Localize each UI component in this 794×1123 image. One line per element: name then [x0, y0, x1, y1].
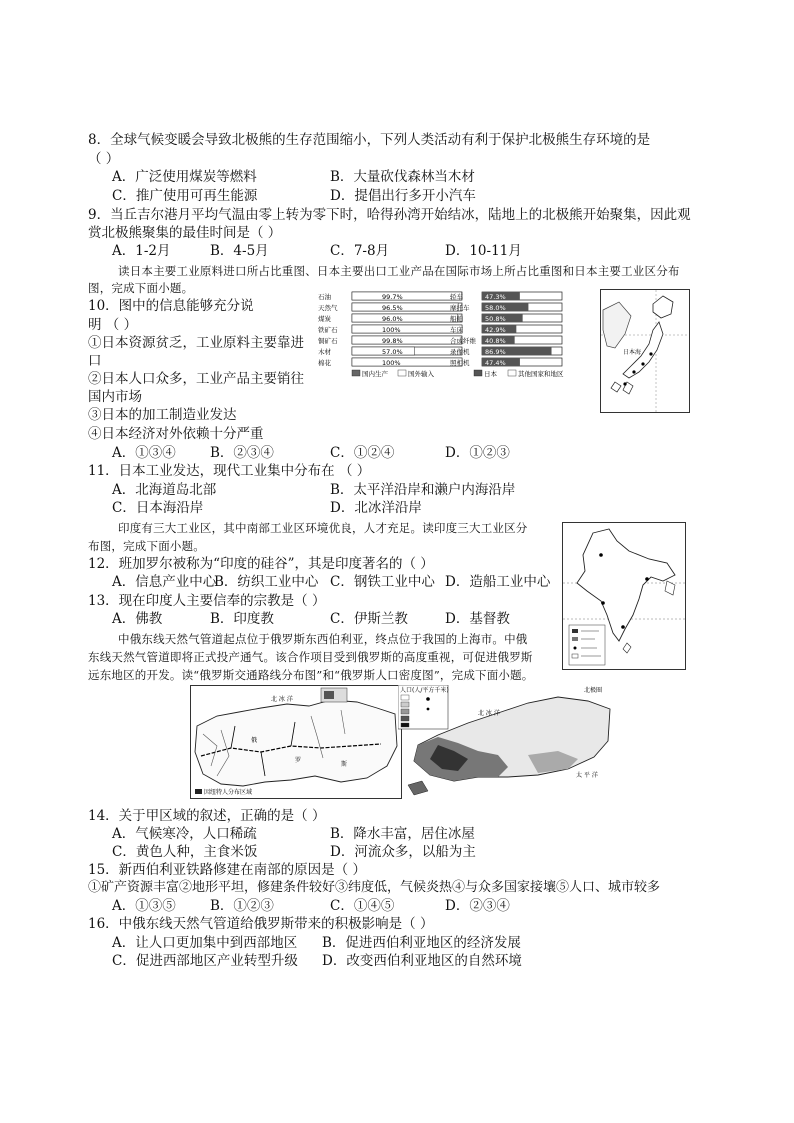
legend-other-label: 其他国家和地区	[518, 370, 564, 378]
russia-map1-ocean-label: 北 冰 洋	[271, 696, 293, 703]
q8-option-b: B．大量砍伐森林当木材	[330, 169, 475, 185]
intro-india-line2: 布图，完成下面小题。	[88, 539, 205, 553]
intro-russia-line1: 中俄东线天然气管道起点位于俄罗斯东西伯利亚，终点位于我国的上海市。中俄	[118, 632, 528, 646]
import-value-label: 99.7%	[382, 293, 403, 301]
import-value-label: 57.0%	[382, 348, 403, 356]
q10-statement-2b: 国内市场	[88, 389, 142, 405]
q9-stem-line1: 9．当丘吉尔港月平均气温由零上转为零下时，哈得孙湾开始结冰，陆地上的北极熊开始聚集，因此观	[88, 207, 691, 223]
russia-map2-ocean-label: 北 冰 洋	[478, 710, 500, 717]
q11-option-c: C．日本海沿岸	[112, 500, 204, 516]
import-row-label: 天然气	[318, 304, 338, 312]
russia-map1-label-3: 斯	[341, 761, 348, 768]
q10-option-b: B．②③④	[210, 445, 274, 461]
q11-option-a: A．北海道岛北部	[112, 482, 217, 498]
legend-import-swatch	[398, 370, 406, 376]
import-row-label: 煤炭	[318, 315, 331, 323]
q13-option-d: D．基督教	[445, 611, 510, 627]
export-value-label: 86.9%	[485, 348, 506, 356]
export-row-label: 船舶	[450, 315, 463, 323]
q14-option-d: D．河流众多，以船为主	[330, 844, 476, 860]
q16-option-a: A．让人口更加集中到西部地区	[112, 935, 298, 951]
export-row-label: 车床	[450, 326, 463, 334]
q16-stem: 16．中俄东线天然气管道给俄罗斯带来的积极影响是（ ）	[88, 916, 434, 932]
q10-statement-4: ④日本经济对外依赖十分严重	[88, 426, 264, 442]
q15-option-b: B．①②③	[210, 898, 274, 914]
q14-option-c: C．黄色人种，主食米饭	[112, 844, 258, 860]
q10-option-d: D．①②③	[445, 445, 510, 461]
q10-statement-3: ③日本的加工制造业发达	[88, 407, 237, 423]
legend-japan-label: 日本	[484, 370, 497, 378]
export-row-label: 合成纤维	[450, 337, 476, 345]
import-bar	[352, 336, 462, 344]
q15-option-c: C．①④⑤	[330, 898, 395, 914]
q15-stem: 15．新西伯利亚铁路修建在南部的原因是（ ）	[88, 862, 366, 878]
q16-option-d: D．改变西伯利亚地区的自然环境	[322, 953, 522, 969]
legend-domestic-label: 国内生产	[362, 370, 388, 378]
export-value-label: 58.0%	[485, 304, 506, 312]
legend-domestic-swatch	[352, 370, 360, 376]
intro-russia-line3: 远东地区的开发。读“俄罗斯交通路线分布图”和“俄罗斯人口密度图”，完成下面小题。	[88, 668, 534, 682]
import-bar	[352, 303, 458, 311]
q11-option-d: D．北冰洋沿岸	[330, 500, 422, 516]
q15-option-d: D．②③④	[445, 898, 510, 914]
q10-stem-line2: 明 （ ）	[88, 317, 138, 333]
q8-blank: （ ）	[88, 151, 120, 167]
q9-option-a: A．1-2月	[112, 243, 171, 259]
q15-statements: ①矿产资源丰富②地形平坦，修建条件较好③纬度低，气候炎热④与众多国家接壤⑤人口、城市较多	[88, 880, 661, 895]
russia-map2-pacific-label: 太 平 洋	[576, 772, 598, 779]
q13-option-a: A．佛教	[112, 611, 163, 627]
import-value-label: 96.5%	[382, 304, 403, 312]
japan-export-chart	[448, 289, 593, 385]
export-value-label: 47.3%	[485, 293, 506, 301]
q14-option-b: B．降水丰富，居住冰屋	[330, 826, 475, 842]
legend-japan-swatch	[474, 370, 482, 376]
export-row-label: 录像机	[450, 348, 470, 356]
q8-option-c: C．推广使用可再生能源	[112, 188, 258, 204]
q14-option-a: A．气候寒冷，人口稀疏	[112, 826, 257, 842]
q16-option-b: B．促进西伯利亚地区的经济发展	[322, 935, 521, 951]
q8-option-a: A．广泛使用煤炭等燃料	[112, 169, 257, 185]
russia-transport-map	[190, 685, 402, 799]
legend-other-swatch	[508, 370, 516, 376]
import-row-label: 铁矿石	[318, 326, 338, 334]
import-value-label: 99.8%	[382, 337, 403, 345]
intro-india-line1: 印度有三大工业区，其中南部工业区环境优良，人才充足。读印度三大工业区分	[118, 521, 528, 535]
q9-option-b: B．4-5月	[210, 243, 269, 259]
q13-stem: 13．现在印度人主要信奉的宗教是（ ）	[88, 593, 326, 609]
q10-option-a: A．①③④	[112, 445, 176, 461]
import-row-label: 石油	[318, 293, 331, 301]
q12-option-a: A．信息产业中心	[112, 574, 217, 590]
q13-option-c: C．伊斯兰教	[330, 611, 408, 627]
export-value-label: 47.4%	[485, 359, 506, 367]
import-chart-svg	[316, 289, 468, 385]
japan-industrial-map	[600, 289, 690, 413]
import-row-label: 棉花	[318, 359, 331, 367]
russia-map1-legend: 因纽特人分布区域	[204, 789, 253, 796]
export-row-label: 轿车	[450, 293, 463, 301]
import-value-label: 100%	[382, 359, 401, 367]
q12-stem: 12．班加罗尔被称为“印度的硅谷”，其是印度著名的（ ）	[88, 556, 434, 572]
russia-map1-label-1: 俄	[251, 737, 258, 744]
export-value-label: 50.8%	[485, 315, 506, 323]
q9-option-c: C．7-8月	[330, 243, 390, 259]
q13-option-b: B．印度教	[210, 611, 274, 627]
export-row-label: 摩托车	[450, 304, 470, 312]
intro-russia-line2: 东线天然气管道即将正式投产通气。该合作项目受到俄罗斯的高度重视，可促进俄罗斯	[88, 650, 533, 664]
q15-option-a: A．①③⑤	[112, 898, 176, 914]
import-bar	[352, 314, 458, 322]
q8-stem: 8．全球气候变暖会导致北极熊的生存范围缩小，下列人类活动有利于保护北极熊生存环境的是	[88, 132, 651, 148]
q10-option-c: C．①②④	[330, 445, 395, 461]
q10-statement-1a: ①日本资源贫乏，工业原料主要靠进	[88, 335, 304, 351]
q10-stem-line1: 10．图中的信息能够充分说	[88, 298, 254, 314]
q11-stem: 11．日本工业发达，现代工业集中分布在 （ ）	[88, 463, 371, 479]
legend-import-label: 国外输入	[408, 370, 434, 378]
q11-option-b: B．太平洋沿岸和濑户内海沿岸	[330, 482, 516, 498]
q9-stem-line2: 赏北极熊聚集的最佳时间是（ ）	[88, 225, 282, 241]
russia-map2-corner-label: 北极圈	[584, 687, 603, 694]
export-value-label: 42.9%	[485, 326, 506, 334]
import-bar	[352, 358, 462, 366]
russia-map2-legend-title: 人口(人/平方千米)	[400, 687, 449, 694]
russia-map1-label-2: 罗	[295, 757, 302, 764]
q12-option-c: C．钢铁工业中心	[330, 574, 435, 590]
q10-statement-1b: 口	[88, 353, 102, 369]
import-bar	[352, 325, 462, 333]
q12-option-b: B．纺织工业中心	[214, 574, 319, 590]
q16-option-c: C．促进西部地区产业转型升级	[112, 953, 298, 969]
export-chart-svg	[448, 289, 593, 385]
export-row-label: 照相机	[450, 359, 470, 367]
import-row-label: 铜矿石	[318, 337, 338, 345]
import-value-label: 96.0%	[382, 315, 403, 323]
import-value-label: 100%	[382, 326, 401, 334]
q12-option-d: D．造船工业中心	[445, 574, 551, 590]
q8-option-d: D．提倡出行多开小汽车	[330, 188, 476, 204]
india-industrial-map	[562, 522, 686, 670]
q10-statement-2a: ②日本人口众多，工业产品主要销往	[88, 371, 304, 387]
import-row-label: 木材	[318, 348, 331, 356]
export-value-label: 40.8%	[485, 337, 506, 345]
q14-stem: 14．关于甲区域的叙述，正确的是（ ）	[88, 808, 326, 824]
japan-sea-label: 日本海	[623, 349, 642, 356]
intro-japan-line2: 图，完成下面小题。	[88, 281, 194, 295]
q9-option-d: D．10-11月	[445, 243, 522, 259]
intro-japan-line1: 读日本主要工业原料进口所占比重图、日本主要出口工业产品在国际市场上所占比重图和日本主要工业区分布	[118, 264, 680, 278]
russia-population-map	[398, 685, 618, 797]
import-bar	[352, 292, 462, 300]
japan-import-chart	[316, 289, 468, 385]
